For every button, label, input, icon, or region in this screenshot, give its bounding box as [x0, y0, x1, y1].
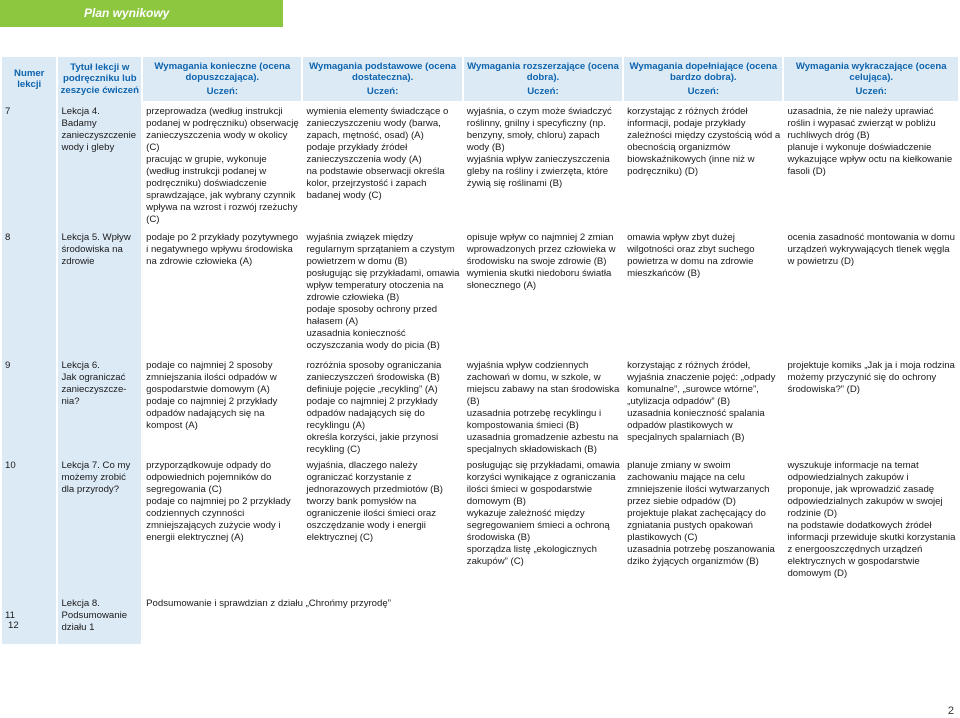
req-bardzo-dobra: korzystając z różnych źródeł, wyjaśnia znaczenie pojęć: „odpady komunalne”, „surowce wtórne”, „utylizacja odpadów” (B) uzasadnia konieczność spalania odpadów plastikowych w specjalnych spalarniach (B)	[627, 360, 776, 443]
header-uczen: Uczeń:	[206, 85, 239, 97]
lesson-number-11: 11	[5, 610, 15, 621]
table-row	[2, 230, 958, 358]
lesson-title: Lekcja 6. Jak ograniczać zanieczyszcze- nia?	[58, 358, 141, 458]
lesson-title: Lekcja 4. Badamy zanieczyszczenie wody i gleby	[58, 104, 141, 230]
lesson-number: 10	[2, 458, 56, 596]
requirements-table	[0, 57, 960, 644]
lesson-number: 9	[2, 358, 56, 458]
req-dobra: wyjaśnia, o czym może świadczyć roślinny, gnilny i specyficzny (np. benzyny, smoły, chloru) zapach wody (B) wyjaśnia wpływ zanieczyszczenia gleby na rośliny i zwierzęta, które żywią się roślinami (B)	[466, 106, 612, 189]
header-uczen: Uczeń:	[687, 85, 720, 97]
req-dopuszczajaca: przyporządkowuje odpady do odpowiednich pojemników do segregowania (C) podaje co najmniej po 2 przykłady codziennych czynności zmniejszających zużycie wody i energii elektrycznej (A)	[146, 460, 291, 543]
page-title: Plan wynikowy	[84, 6, 170, 20]
table-row	[2, 458, 958, 596]
lesson-title: Lekcja 5. Wpływ środowiska na zdrowie	[58, 230, 141, 358]
header-row	[2, 57, 958, 101]
lesson-number: 7	[2, 104, 56, 230]
req-dobra: opisuje wpływ co najmniej 2 zmian wprowadzonych przez człowieka w środowisku na swoje zdrowie (B) wymienia skutki niedoboru światła słonecznego (A)	[466, 232, 616, 291]
req-bardzo-dobra: planuje zmiany w swoim zachowaniu mające na celu zmniejszenie ilości wytwarzanych przez siebie odpadów (D) projektuje plakat zachęcający do zgniatania pustych opakowań plastikowych (C) uzasadnia potrzebę poszanowania dziko żyjących organizmów (B)	[627, 460, 775, 567]
req-dopuszczajaca: podaje po 2 przykłady pozytywnego i negatywnego wpływu środowiska na zdrowie człowieka (A)	[146, 232, 299, 267]
req-celujaca: projektuje komiks „Jak ja i moja rodzina możemy przyczynić się do ochrony środowiska?” (D)	[787, 360, 955, 395]
req-dobra: wyjaśnia wpływ codziennych zachowań w domu, w szkole, w miejscu zabawy na stan środowiska (B) uzasadnia potrzebę recyklingu i kompostowania śmieci (B) uzasadnia gromadzenie azbestu na specjalnych składowiskach (B)	[466, 360, 620, 455]
header-uczen: Uczeń:	[527, 85, 559, 97]
page-number: 2	[947, 705, 954, 717]
req-bardzo-dobra: korzystając z różnych źródeł informacji, podaje przykłady zależności między czystością wód a obecnością organizmów biowskaźnikowych (inne niż w podręczniku) (D)	[627, 106, 781, 177]
lesson-number	[2, 596, 56, 644]
req-dopuszczajaca: podaje co najmniej 2 sposoby zmniejszania ilości odpadów w gospodarstwie domowym (A) podaje co najmniej 2 przykłady odpadów nadających się na kompost (A)	[146, 360, 278, 431]
req-dostateczna: wyjaśnia związek między regularnym sprzątaniem a czystym powietrzem w domu (B) posługując się przykładami, omawia wpływ temperatury otoczenia na zdrowie człowieka (B) podaje sposoby ochrony przed hałasem (A) uzasadnia konieczność oczyszczania wody do picia (B)	[306, 232, 460, 351]
header-req-bardzo-dobra: Wymagania dopełniające (ocena bardzo dobra). Uczeń:	[624, 57, 782, 101]
lesson-title: Lekcja 8. Podsumowanie działu 1	[58, 596, 141, 644]
header-req-celujaca: Wymagania wykraczające (ocena celująca). Uczeń:	[784, 57, 958, 101]
req-celujaca: uzasadnia, że nie należy uprawiać roślin i wypasać zwierząt w pobliżu ruchliwych dróg (B) planuje i wykonuje doświadczenie wykazujące wpływ octu na kiełkowanie fasoli (D)	[787, 106, 953, 177]
req-dopuszczajaca: przeprowadza (według instrukcji podanej w podręczniku) obserwację zanieczyszczenia wody w okolicy (C) pracując w grupie, wykonuje (według instrukcji podanej w podręczniku) doświadczenie sprawdzające, jak wybrany czynnik wpływa na wzrost i rozwój rzeżuchy (C)	[146, 106, 299, 225]
table-row-summary	[2, 596, 958, 644]
title-banner	[0, 0, 283, 27]
lesson-number: 8	[2, 230, 56, 358]
header-req-dostateczna: Wymagania podstawowe (ocena dostateczna). Uczeń:	[303, 57, 461, 101]
table-row	[2, 104, 958, 230]
header-number: Numer lekcji	[2, 57, 56, 101]
lesson-title: Lekcja 7. Co my możemy zrobić dla przyrody?	[58, 458, 141, 596]
header-req-dobra: Wymagania rozszerzające (ocena dobra). Uczeń:	[464, 57, 622, 101]
req-celujaca: ocenia zasadność montowania w domu urządzeń wykrywających tlenek węgla w powietrzu (D)	[787, 232, 955, 267]
req-dobra: posługując się przykładami, omawia korzyści wynikające z ograniczania ilości śmieci w gospodarstwie domowym (B) wykazuje zależność między segregowaniem śmieci a ochroną środowiska (B) sporządza listę „ekologicznych zakupów” (C)	[466, 460, 620, 567]
header-uczen: Uczeń:	[366, 85, 399, 97]
req-dostateczna: wyjaśnia, dlaczego należy ograniczać korzystanie z jednorazowych przedmiotów (B) tworzy bank pomysłów na ograniczenie ilości śmieci oraz oszczędzanie wody i energii elektrycznej (C)	[306, 460, 443, 543]
table-row	[2, 358, 958, 458]
summary-text: Podsumowanie i sprawdzian z działu „Chrońmy przyrodę”	[146, 598, 391, 609]
req-dostateczna: wymienia elementy świadczące o zanieczyszczeniu wody (barwa, zapach, mętność, osad) (A) podaje przykłady źródeł zanieczyszczenia wody (A) na podstawie obserwacji określa kolor, przejrzystość i zapach badanej wody (C)	[306, 106, 449, 201]
header-title: Tytuł lekcji w podręczniku lub zeszycie ćwiczeń	[58, 57, 141, 101]
header-req-dopuszczajaca: Wymagania konieczne (ocena dopuszczająca). Uczeń:	[143, 57, 301, 101]
header-uczen: Uczeń:	[855, 85, 887, 97]
lesson-number-12: 12	[8, 620, 19, 631]
req-celujaca: wyszukuje informacje na temat odpowiedzialnych zakupów i proponuje, jak wprowadzić zasadę odpowiedzialnych zakupów w swojej rodzinie (D) na podstawie dodatkowych źródeł informacji przewiduje skutki korzystania z energooszczędnych urządzeń elektrycznych w gospodarstwie domowym (D)	[787, 460, 956, 579]
req-dostateczna: rozróżnia sposoby ograniczania zanieczyszczeń środowiska (B) definiuje pojęcie „recykling” (A) podaje co najmniej 2 przykłady odpadów nadających się do recyklingu (A) określa korzyści, jakie przynosi recykling (C)	[306, 360, 442, 455]
req-bardzo-dobra: omawia wpływ zbyt dużej wilgotności oraz zbyt suchego powietrza w domu na zdrowie mieszkańców (B)	[627, 232, 755, 279]
